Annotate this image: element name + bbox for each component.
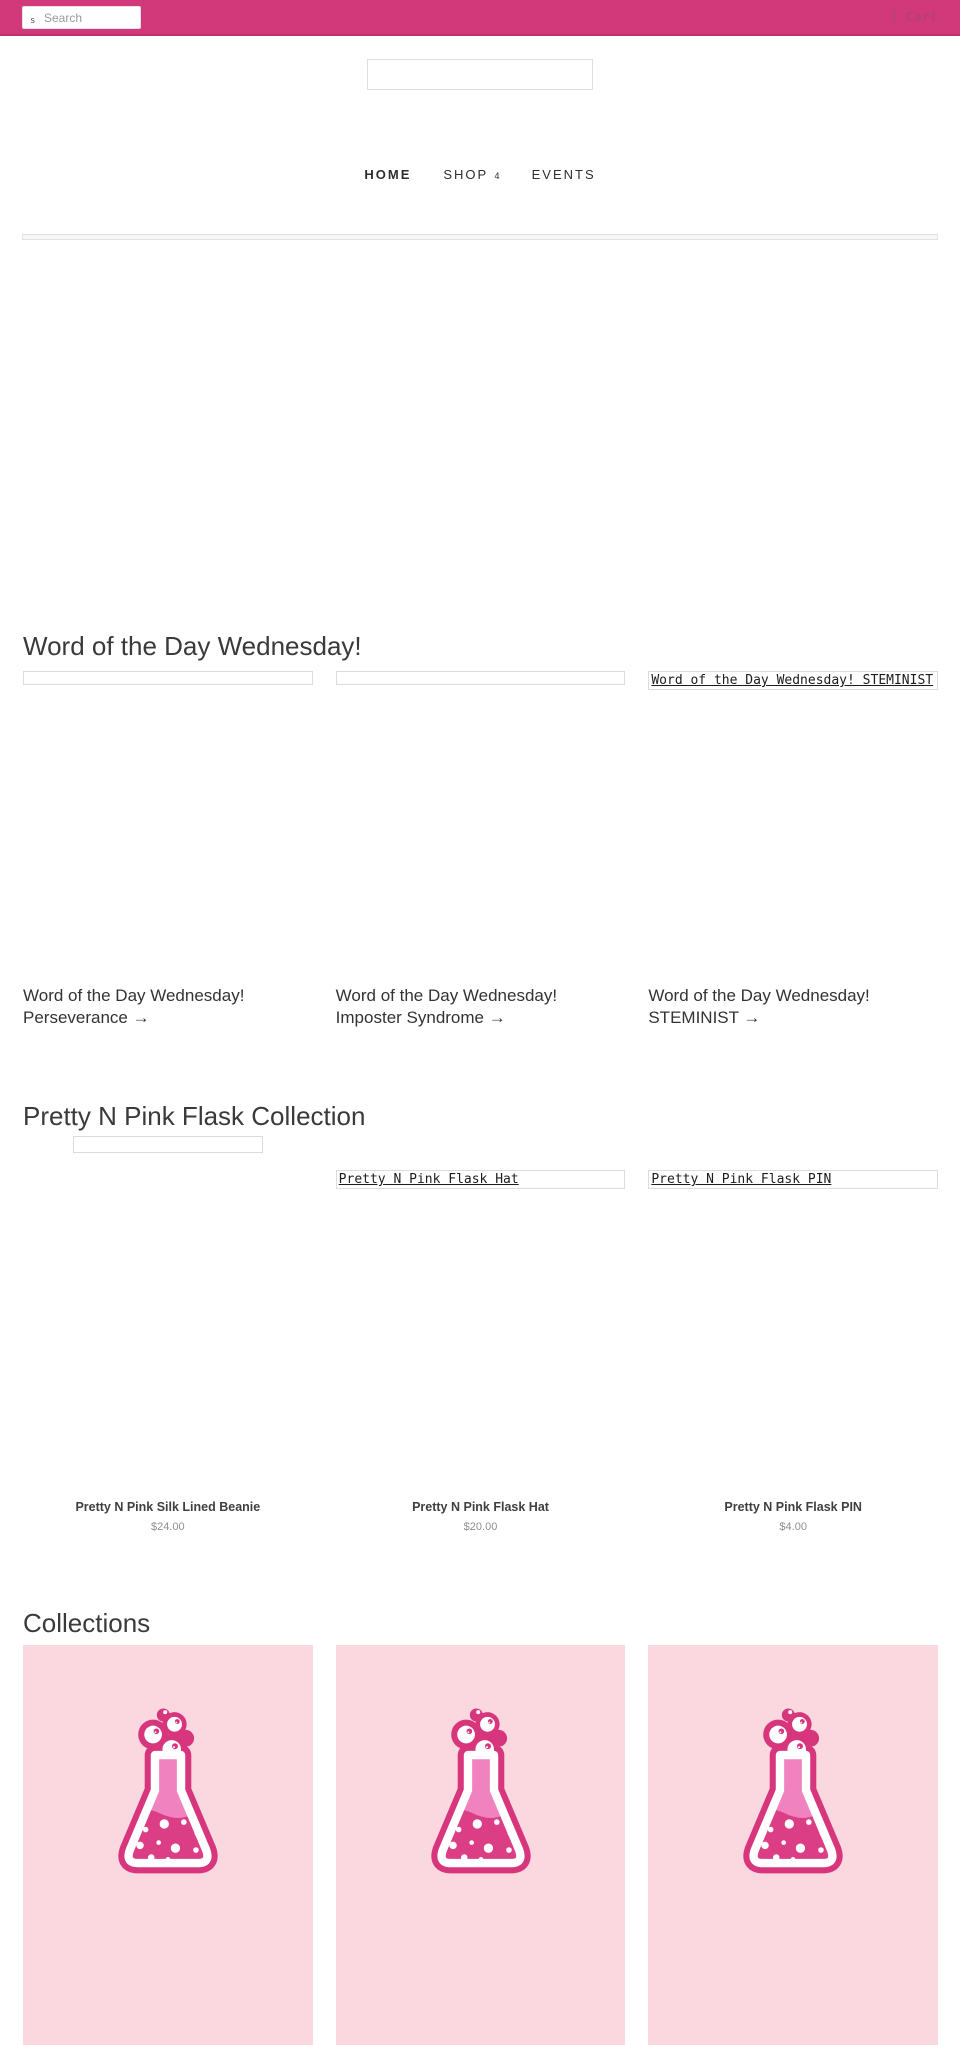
product-name: Pretty N Pink Flask PIN [724,1500,862,1514]
nav-item-home[interactable]: HOME [364,167,412,182]
collection-tile[interactable] [648,1645,938,2045]
products-row [23,1136,938,1534]
flask-section-title: Pretty N Pink Flask Collection [23,1101,366,1131]
product-image-placeholder[interactable]: Pretty N Pink Flask PIN [648,1170,938,1189]
word-section-title: Word of the Day Wednesday! [23,631,362,661]
cart-link[interactable] [891,9,938,24]
word-card-link[interactable]: Word of the Day Wednesday! Perseverance → [23,986,245,1027]
flask-logo-icon [737,1701,849,1878]
nav-item-shop[interactable]: SHOP 4 [443,167,500,182]
collections-row [23,1645,938,2045]
word-card [336,671,626,1032]
search-input[interactable] [23,7,140,28]
product-card[interactable] [336,1136,626,1534]
flask-logo-icon [425,1701,537,1878]
cart-label: Cart [905,9,938,24]
word-card [23,671,313,1032]
product-card[interactable] [648,1136,938,1534]
word-card-link[interactable]: Word of the Day Wednesday! Imposter Syndrome → [335,986,558,1027]
store-logo-placeholder[interactable] [367,59,593,90]
word-card-image-placeholder[interactable] [336,671,626,685]
main-nav [0,168,960,184]
collection-tile[interactable] [23,1645,313,2045]
product-price: $24.00 [151,1521,185,1533]
flask-logo-icon [112,1701,224,1878]
nav-item-events[interactable]: EVENTS [531,167,596,182]
product-price: $20.00 [463,1521,498,1533]
word-card [648,671,938,1032]
word-card-image-placeholder[interactable]: Word of the Day Wednesday! STEMINIST [648,671,938,690]
shop-dropdown-caret-icon: 4 [494,172,500,182]
word-cards-row [23,671,938,1032]
product-image-placeholder[interactable]: Pretty N Pink Flask Hat [336,1170,626,1189]
word-card-link[interactable]: Word of the Day Wednesday! STEMINIST → [648,986,870,1027]
product-name: Pretty N Pink Flask Hat [412,1500,549,1514]
collection-tile[interactable] [336,1645,626,2045]
word-card-image-placeholder[interactable] [23,671,313,685]
product-image-placeholder[interactable] [73,1136,263,1153]
search-icon: s [30,16,36,26]
announcement-topbar [0,0,960,36]
product-card[interactable] [23,1136,313,1534]
product-price: $4.00 [779,1521,807,1533]
topbar-search-box[interactable] [22,6,141,29]
product-name: Pretty N Pink Silk Lined Beanie [75,1500,261,1514]
hero-image-placeholder [22,234,938,240]
collections-section-title: Collections [23,1608,151,1638]
cart-icon: [ [890,9,899,24]
